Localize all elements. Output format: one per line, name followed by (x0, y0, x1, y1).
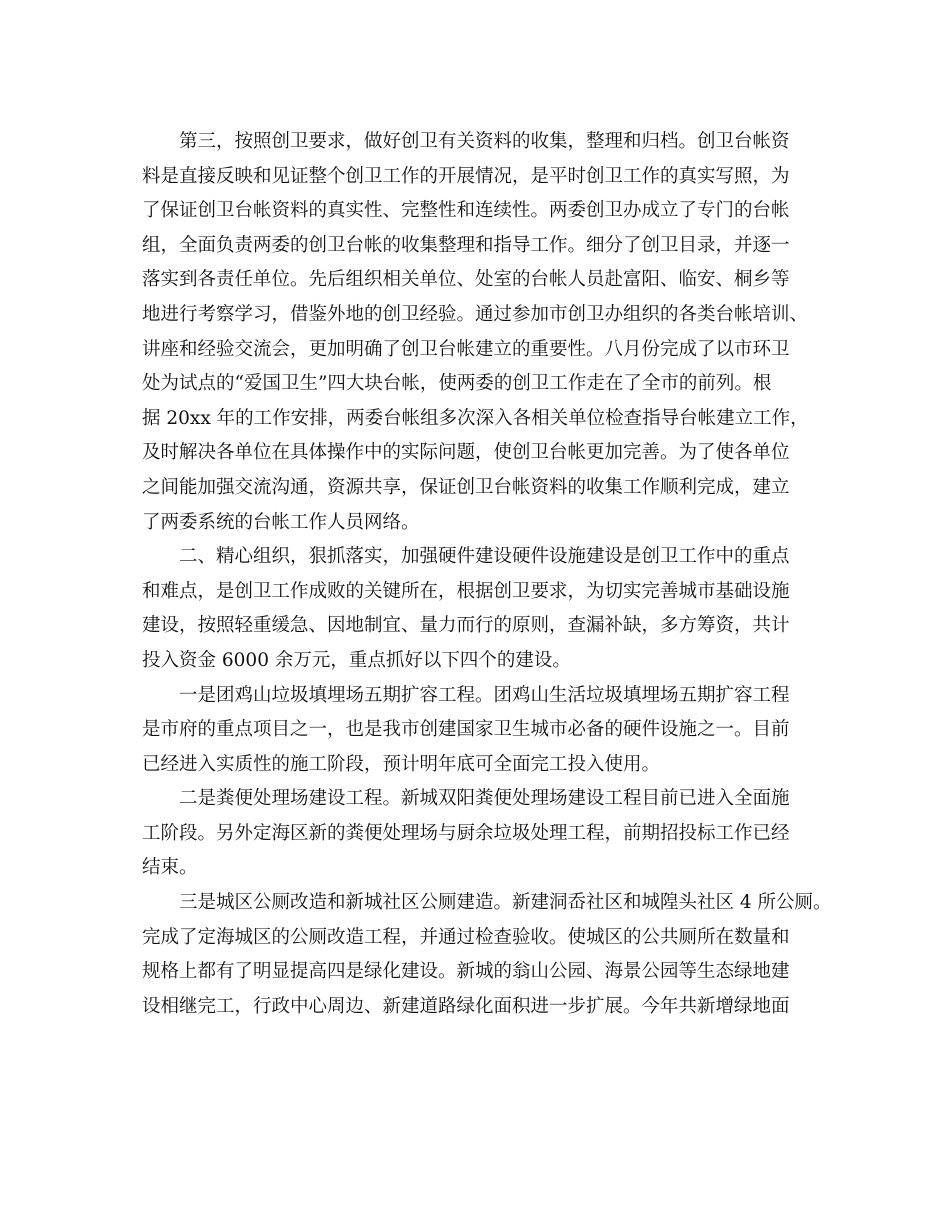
text-line: 已经进入实质性的施工阶段，预计明年底可全面完工投入使用。 (142, 753, 661, 775)
paragraph (142, 782, 842, 886)
text-line: 二、精心组织，狠抓落实，加强硬件建设硬件设施建设是创卫工作中的重点 (179, 546, 790, 568)
text-line: 第三，按照创卫要求，做好创卫有关资料的收集，整理和归档。创卫台帐资 (179, 131, 790, 152)
text-line: 三是城区公厕改造和新城社区公厕建造。新建洞岙社区和城隍头社区 4 所公厕。 (179, 892, 832, 914)
text-line: 了保证创卫台帐资料的真实性、完整性和连续性。两委创卫办成立了专门的台帐 (142, 200, 790, 222)
text-line: 之间能加强交流沟通，资源共享，保证创卫台帐资料的收集工作顺利完成，建立 (142, 476, 790, 498)
text-line: 规格上都有了明显提高四是绿化建设。新城的翁山公园、海景公园等生态绿地建 (142, 961, 790, 983)
text-line: 建设，按照轻重缓急、因地制宜、量力而行的原则，查漏补缺，多方筹资，共计 (142, 615, 790, 637)
text-line: 据 20xx 年的工作安排，两委台帐组多次深入各相关单位检查指导台帐建立工作， (142, 407, 809, 429)
text-line: 料是直接反映和见证整个创卫工作的开展情况，是平时创卫工作的真实写照，为 (142, 165, 790, 187)
text-line: 了两委系统的台帐工作人员网络。 (142, 511, 420, 533)
text-line: 地进行考察学习，借鉴外地的创卫经验。通过参加市创卫办组织的各类台帐培训、 (142, 303, 809, 325)
text-line: 及时解决各单位在具体操作中的实际问题，使创卫台帐更加完善。为了使各单位 (142, 442, 790, 464)
text-line: 设相继完工，行政中心周边、新建道路绿化面积进一步扩展。今年共新增绿地面 (142, 995, 790, 1017)
text-line: 讲座和经验交流会，更加明确了创卫台帐建立的重要性。八月份完成了以市环卫 (142, 338, 790, 360)
paragraph (142, 125, 842, 540)
text-line: 落实到各责任单位。先后组织相关单位、处室的台帐人员赴富阳、临安、桐乡等 (142, 269, 790, 291)
text-line: 二是粪便处理场建设工程。新城双阳粪便处理场建设工程目前已进入全面施 (179, 788, 790, 810)
text-line: 投入资金 6000 余万元，重点抓好以下四个的建设。 (142, 649, 571, 671)
paragraph (142, 679, 842, 783)
text-line: 组，全面负责两委的创卫台帐的收集整理和指导工作。细分了创卫目录，并逐一 (142, 234, 790, 256)
text-line: 一是团鸡山垃圾填埋场五期扩容工程。团鸡山生活垃圾填埋场五期扩容工程 (179, 684, 790, 706)
text-line: 完成了定海城区的公厕改造工程，并通过检查验收。使城区的公共厕所在数量和 (142, 926, 790, 948)
document-body (142, 125, 842, 1024)
text-line: 和难点，是创卫工作成败的关键所在，根据创卫要求，为切实完善城市基础设施 (142, 580, 790, 602)
text-line: 处为试点的“爱国卫生”四大块台帐，使两委的创卫工作走在了全市的前列。根 (142, 373, 772, 395)
text-line: 结束。 (142, 857, 198, 879)
text-line: 是市府的重点项目之一，也是我市创建国家卫生城市必备的硬件设施之一。目前 (142, 719, 790, 741)
paragraph (142, 886, 842, 1024)
paragraph (142, 540, 842, 678)
text-line: 工阶段。另外定海区新的粪便处理场与厨余垃圾处理工程，前期招投标工作已经 (142, 822, 790, 844)
